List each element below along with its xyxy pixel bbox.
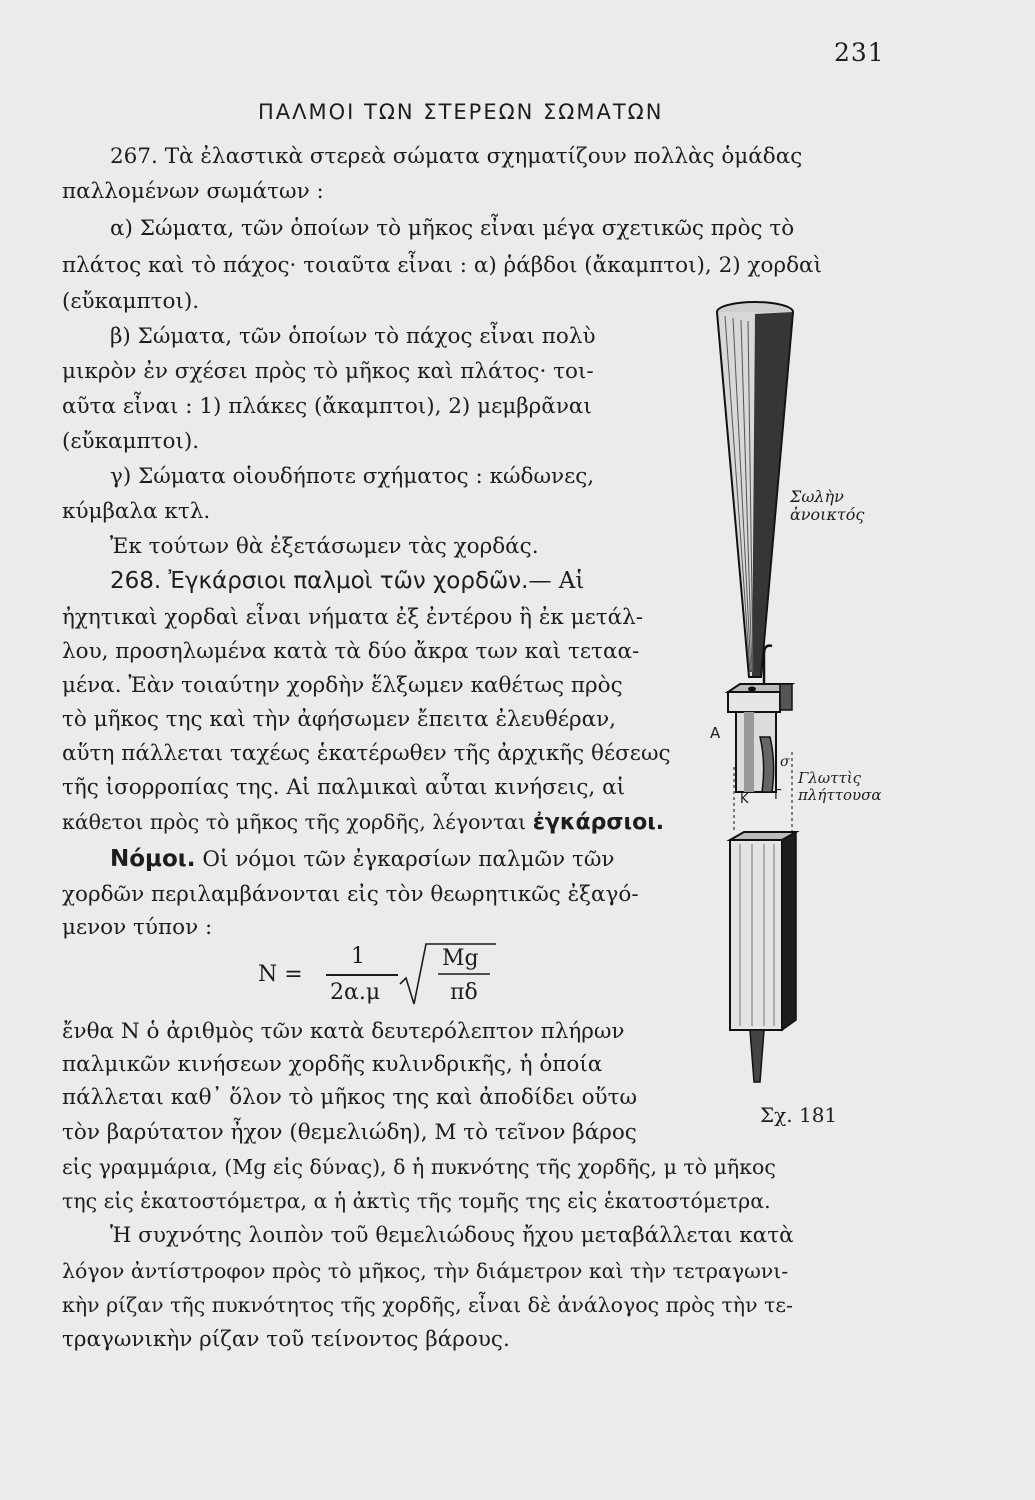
text-line: τὸν βαρύτατον ἦχον (θεμελιώδη), M τὸ τεῖνον βάρος bbox=[62, 1120, 637, 1145]
tube-label-line-2: ἀνοικτός bbox=[790, 505, 865, 524]
fraction-bar bbox=[326, 974, 398, 976]
chapter-header: ΠΑΛΜΟΙ ΤΩΝ ΣΤΕΡΕΩΝ ΣΩΜΑΤΩΝ bbox=[258, 100, 664, 124]
text-line: χορδῶν περιλαμβάνονται εἰς τὸν θεωρητικῶς ἐξαγό- bbox=[62, 882, 639, 907]
text-line: μικρὸν ἐν σχέσει πρὸς τὸ μῆκος καὶ πλάτος· τοι- bbox=[62, 359, 594, 384]
nomoi-text: Οἱ νόμοι τῶν ἐγκαρσίων παλμῶν τῶν bbox=[202, 847, 615, 872]
text-line: (εὔκαμπτοι). bbox=[62, 429, 200, 454]
reed-label bbox=[798, 770, 881, 804]
text-line: λου, προσηλωμένα κατὰ τὰ δύο ἄκρα των καὶ τεταα- bbox=[62, 639, 640, 664]
text-line: της εἰς ἑκατοστόμετρα, α ἡ ἀκτὶς τῆς τομῆς της εἰς ἑκατοστόμετρα. bbox=[62, 1189, 771, 1213]
text-line: πλάτος καὶ τὸ πάχος· τοιαῦτα εἶναι : α) ῥάβδοι (ἄκαμπτοι), 2) χορδαὶ bbox=[62, 253, 822, 278]
section-268-tail: — Αἱ bbox=[528, 568, 585, 594]
text-line: κὴν ρίζαν τῆς πυκνότητος τῆς χορδῆς, εἶναι δὲ ἀνάλογος πρὸς τὴν τε- bbox=[62, 1293, 793, 1317]
figure-caption: Σχ. 181 bbox=[760, 1103, 838, 1127]
text-line: β) Σώματα, τῶν ὁποίων τὸ πάχος εἶναι πολὺ bbox=[110, 324, 596, 349]
formula-lhs: N = bbox=[258, 962, 303, 987]
text-line: τραγωνικὴν ρίζαν τοῦ τείνοντος βάρους. bbox=[62, 1327, 510, 1352]
text-line: αὕτη πάλλεται ταχέως ἑκατέρωθεν τῆς ἀρχικῆς θέσεως bbox=[62, 741, 671, 766]
figure-reed-pipe bbox=[700, 292, 920, 1092]
text-line: (εὔκαμπτοι). bbox=[62, 289, 200, 314]
root-denominator: πδ bbox=[450, 980, 478, 1005]
text-line: κύμβαλα κτλ. bbox=[62, 499, 211, 524]
egkarsioi-bold: ἐγκάρσιοι. bbox=[532, 810, 665, 835]
tube-label-line-1: Σωλὴν bbox=[790, 487, 844, 506]
text-line: λόγον ἀντίστροφον πρὸς τὸ μῆκος, τὴν διάμετρον καὶ τὴν τετραγωνι- bbox=[62, 1259, 789, 1283]
nomoi-heading: Νόμοι. bbox=[110, 846, 196, 872]
text-line-egkarsioi bbox=[62, 807, 664, 838]
section-268-heading-line bbox=[110, 566, 584, 596]
formula-numerator: 1 bbox=[351, 944, 365, 969]
label-gamma: Γ bbox=[774, 788, 782, 803]
reed-label-line-1: Γλωττὶς bbox=[798, 769, 862, 787]
text-line: μένα. Ἐὰν τοιαύτην χορδὴν ἕλξωμεν καθέτως πρὸς bbox=[62, 673, 623, 698]
text-line: ἠχητικαὶ χορδαὶ εἶναι νήματα ἐξ ἐντέρου ἢ ἐκ μετάλ- bbox=[62, 605, 644, 630]
text-line: α) Σώματα, τῶν ὁποίων τὸ μῆκος εἶναι μέγα σχετικῶς πρὸς τὸ bbox=[110, 216, 795, 241]
label-a: Α bbox=[710, 724, 721, 742]
nomoi-line bbox=[110, 844, 614, 875]
text-line: παλλομένων σωμάτων : bbox=[62, 179, 324, 204]
page-number: 231 bbox=[834, 38, 885, 67]
text-line: πάλλεται καθ᾽ ὅλον τὸ μῆκος της καὶ ἀποδίδει οὕτω bbox=[62, 1085, 638, 1110]
text-line: αῦτα εἶναι : 1) πλάκες (ἄκαμπτοι), 2) μεμβρᾶναι bbox=[62, 394, 592, 419]
section-268-heading: 268. Ἐγκάρσιοι παλμοὶ τῶν χορδῶν. bbox=[110, 568, 529, 594]
egkarsioi-text: κάθετοι πρὸς τὸ μῆκος τῆς χορδῆς, λέγονται bbox=[62, 810, 527, 834]
label-k: Κ bbox=[740, 792, 749, 807]
text-line: παλμικῶν κινήσεων χορδῆς κυλινδρικῆς, ἡ ὁποία bbox=[62, 1052, 603, 1077]
tube-label bbox=[790, 488, 864, 524]
text-line: 267. Τὰ ἐλαστικὰ στερεὰ σώματα σχηματίζουν πολλὰς ὁμάδας bbox=[110, 144, 803, 169]
formula-denominator: 2α.μ bbox=[330, 980, 381, 1005]
text-line: Ἐκ τούτων θὰ ἐξετάσωμεν τὰς χορδάς. bbox=[110, 534, 539, 559]
root-numerator: Mg bbox=[442, 946, 479, 971]
reed-label-line-2: πλήττουσα bbox=[798, 786, 882, 804]
text-line: ἔνθα N ὁ ἀριθμὸς τῶν κατὰ δευτερόλεπτον πλήρων bbox=[62, 1019, 625, 1044]
frequency-formula bbox=[258, 936, 498, 1016]
label-sigma: σ bbox=[780, 754, 790, 770]
text-line: εἰς γραμμάρια, (Mg εἰς δύνας), δ ἡ πυκνότης τῆς χορδῆς, μ τὸ μῆκος bbox=[62, 1155, 776, 1179]
text-line: τῆς ἰσορροπίας της. Αἱ παλμικαὶ αὗται κινήσεις, αἱ bbox=[62, 775, 626, 800]
text-line: γ) Σώματα οἱουδήποτε σχήματος : κώδωνες, bbox=[110, 464, 595, 489]
text-line: μενον τύπον : bbox=[62, 915, 213, 940]
reed-pipe-illustration bbox=[700, 292, 920, 1092]
text-line: Ἡ συχνότης λοιπὸν τοῦ θεμελιώδους ἤχου μεταβάλλεται κατὰ bbox=[110, 1223, 794, 1248]
text-line: τὸ μῆκος της καὶ τὴν ἀφήσωμεν ἔπειτα ἐλευθέραν, bbox=[62, 707, 617, 732]
